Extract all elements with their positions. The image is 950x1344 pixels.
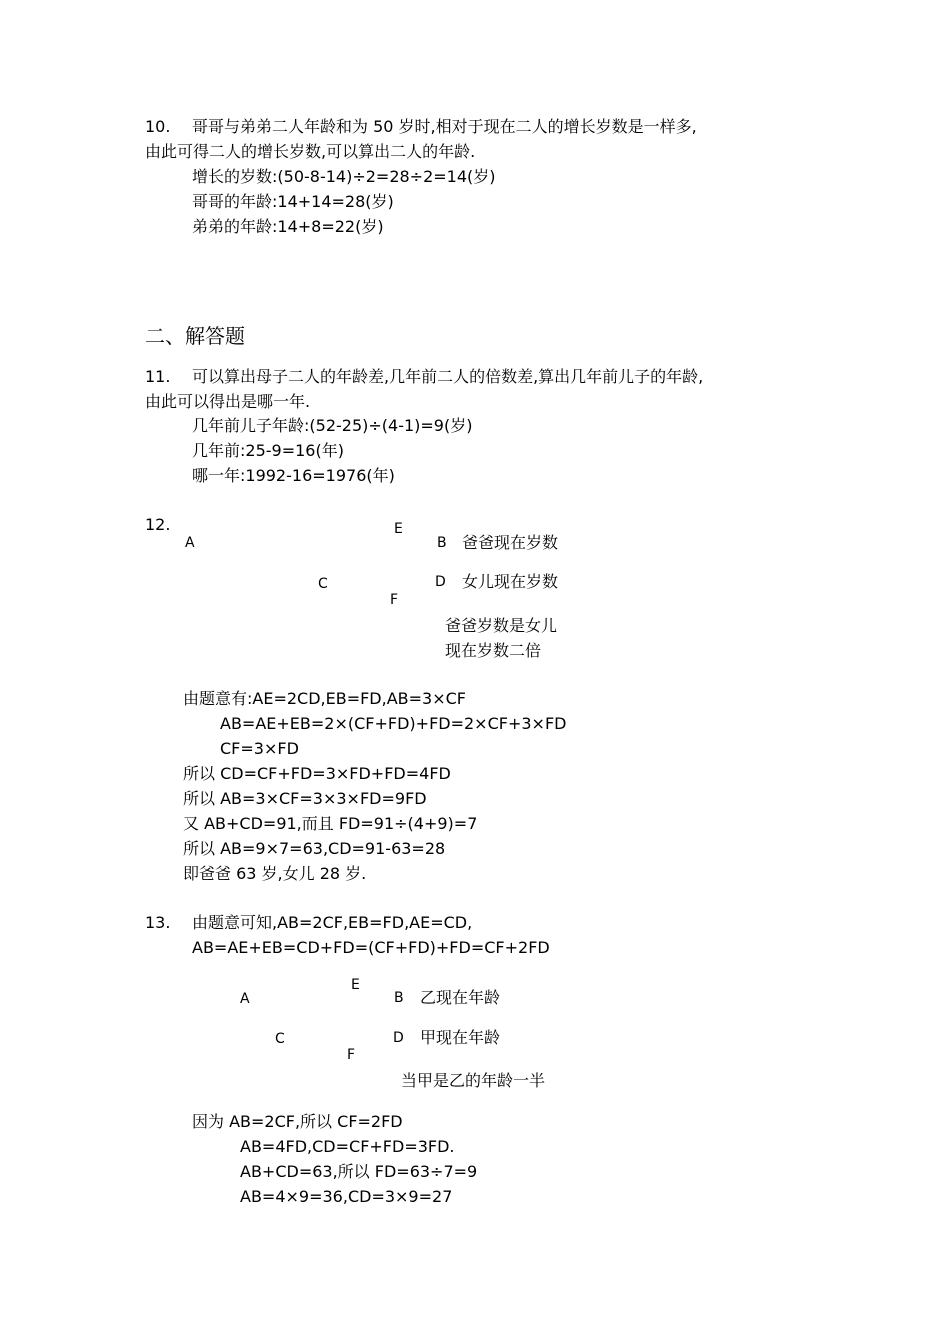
q12-point-c: C [318,576,328,592]
section-heading: 二、解答题 [145,324,245,348]
q13-point-b: B [394,990,404,1006]
q11-text-line1: 可以算出母子二人的年龄差,几年前二人的倍数差,算出几年前儿子的年龄, [192,367,704,386]
q11-calc-3: 哪一年:1992-16=1976(年) [192,466,395,485]
q12-label-father-age: 爸爸现在岁数 [462,533,559,552]
q10-number: 10. [145,117,171,136]
q13-text-line2: AB=AE+EB=CD+FD=(CF+FD)+FD=CF+2FD [192,938,550,957]
q13-point-f: F [347,1047,356,1063]
q12-step-5: 所以 AB=3×CF=3×3×FD=9FD [183,789,427,808]
q12-step-4: 所以 CD=CF+FD=3×FD+FD=4FD [183,764,451,783]
q12-point-a: A [185,535,195,551]
q13-label-yi-age: 乙现在年龄 [420,988,501,1007]
q12-step-1: 由题意有:AE=2CD,EB=FD,AB=3×CF [183,689,467,708]
q12-number: 12. [145,515,171,534]
q13-number: 13. [145,913,171,932]
q13-point-e: E [351,977,360,993]
q10-calc-1: 增长的岁数:(50-8-14)÷2=28÷2=14(岁) [192,167,496,186]
q12-note-line1: 爸爸岁数是女儿 [445,616,558,635]
q13-step-3: AB+CD=63,所以 FD=63÷7=9 [240,1162,478,1181]
q12-step-6: 又 AB+CD=91,而且 FD=91÷(4+9)=7 [183,814,478,833]
q11-number: 11. [145,367,171,386]
q12-point-f: F [390,592,399,608]
q10-calc-3: 弟弟的年龄:14+8=22(岁) [192,217,384,236]
q13-step-2: AB=4FD,CD=CF+FD=3FD. [240,1137,455,1156]
q12-note-line2: 现在岁数二倍 [445,641,542,660]
q12-step-8: 即爸爸 63 岁,女儿 28 岁. [183,864,367,883]
q12-point-b: B [437,535,447,551]
q13-point-d: D [393,1030,404,1046]
q13-label-jia-age: 甲现在年龄 [420,1028,501,1047]
q12-point-e: E [394,521,403,537]
q12-step-2: AB=AE+EB=2×(CF+FD)+FD=2×CF+3×FD [220,714,567,733]
q10-calc-2: 哥哥的年龄:14+14=28(岁) [192,192,394,211]
q13-note: 当甲是乙的年龄一半 [401,1071,546,1090]
q10-text-line1: 哥哥与弟弟二人年龄和为 50 岁时,相对于现在二人的增长岁数是一样多, [192,117,697,136]
q12-step-3: CF=3×FD [220,739,299,758]
q12-step-7: 所以 AB=9×7=63,CD=91-63=28 [183,839,446,858]
q11-calc-1: 几年前儿子年龄:(52-25)÷(4-1)=9(岁) [192,416,473,435]
q10-text-line2: 由此可得二人的增长岁数,可以算出二人的年龄. [145,142,476,161]
q13-step-4: AB=4×9=36,CD=3×9=27 [240,1187,453,1206]
q11-calc-2: 几年前:25-9=16(年) [192,441,344,460]
q11-text-line2: 由此可以得出是哪一年. [145,392,311,411]
q13-text-line1: 由题意可知,AB=2CF,EB=FD,AE=CD, [192,913,473,932]
q13-point-a: A [240,991,250,1007]
q13-point-c: C [275,1031,285,1047]
q12-point-d: D [435,574,446,590]
q12-label-daughter-age: 女儿现在岁数 [462,572,559,591]
q13-step-1: 因为 AB=2CF,所以 CF=2FD [192,1112,403,1131]
